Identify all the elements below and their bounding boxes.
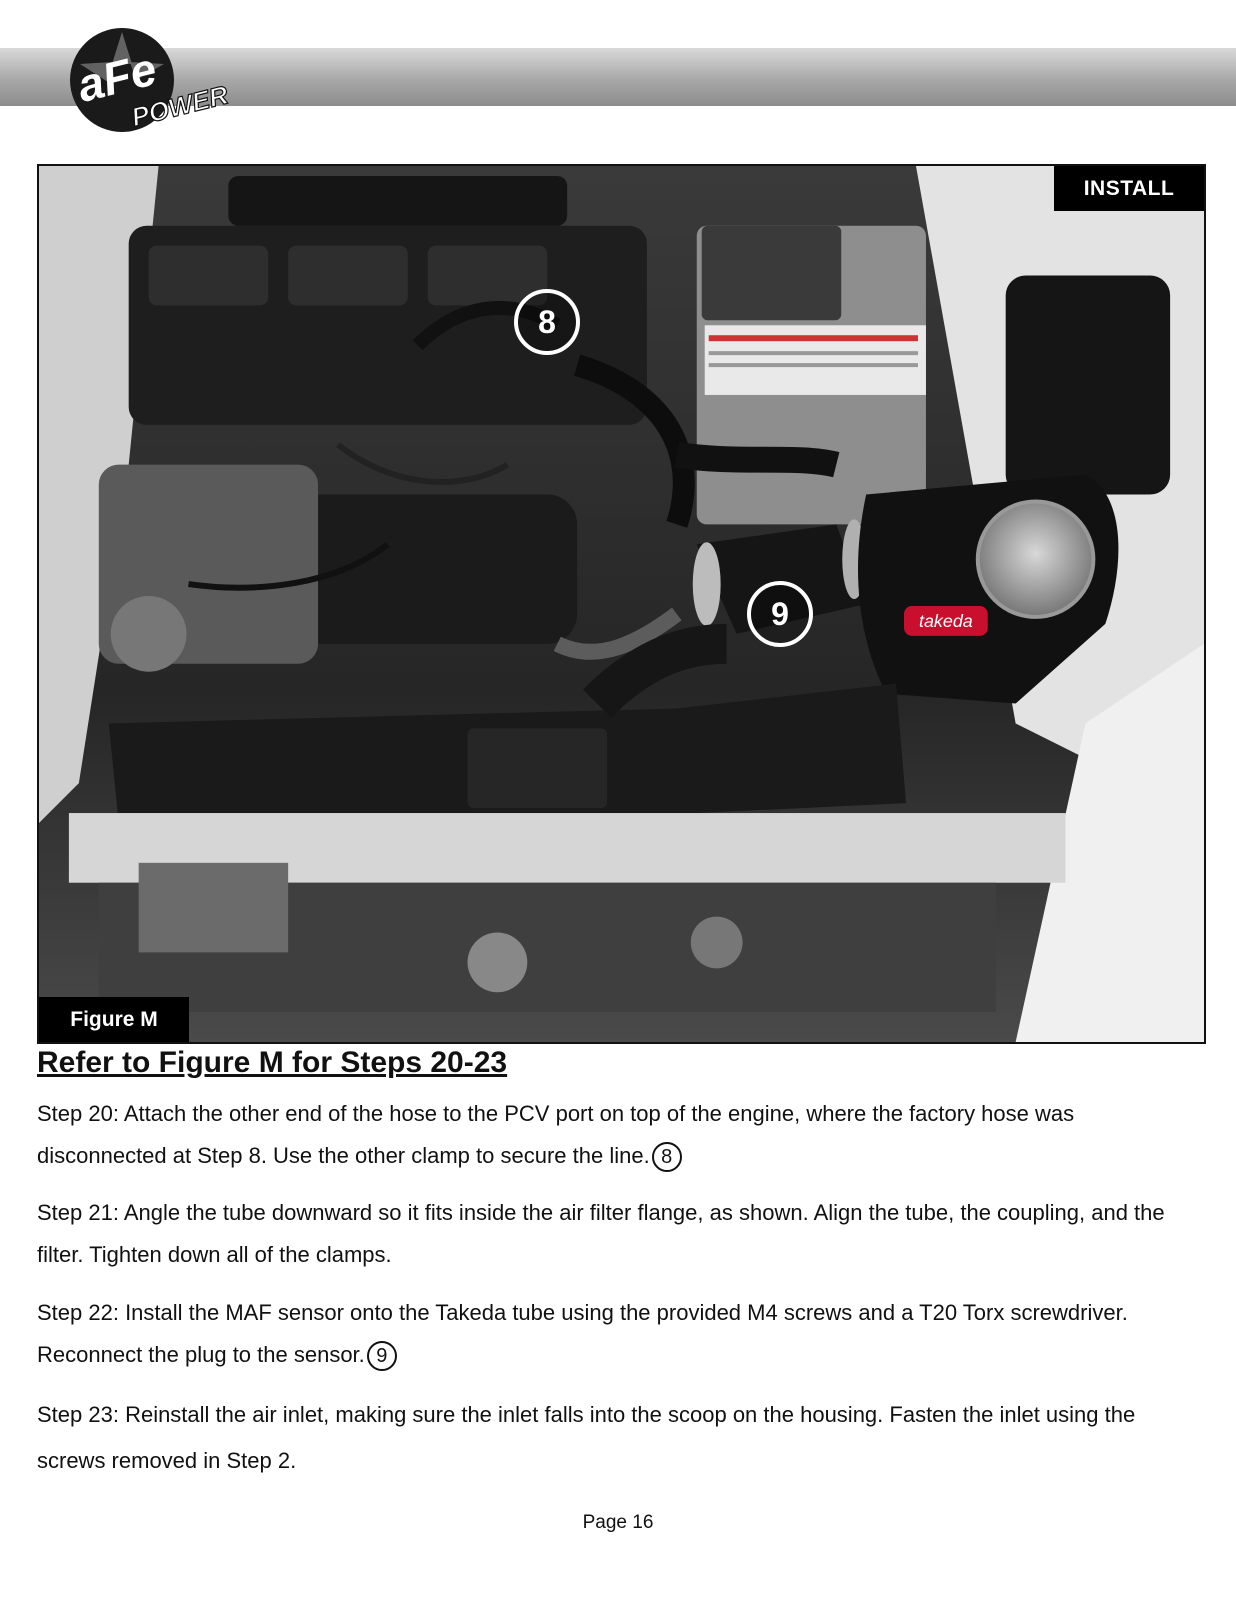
step-22-text: Step 22: Install the MAF sensor onto the Takeda tube using the provided M4 screws and a T20 Torx screwdriver. Reconnect the plug to the sensor. [37, 1300, 1128, 1367]
logo-text-main: aFe [72, 42, 162, 112]
install-badge: INSTALL [1054, 166, 1204, 211]
logo-text-sub: POWER [128, 79, 232, 133]
step-23-text: Step 23: Reinstall the air inlet, making sure the inlet falls into the scoop on the housing. Fasten the inlet using the screws removed in Step 2. [37, 1402, 1136, 1473]
step-23 [37, 1392, 1207, 1484]
figure-m [37, 164, 1206, 1044]
section-title: Refer to Figure M for Steps 20-23 [37, 1046, 508, 1079]
page-number: Page 16 [582, 1512, 654, 1533]
takeda-brand-label: takeda [918, 610, 973, 631]
figure-label-badge: Figure M [39, 997, 189, 1042]
step-22-ref-circle: 9 [367, 1341, 397, 1371]
callout-9: 9 [747, 581, 813, 647]
step-21 [37, 1192, 1207, 1276]
step-20 [37, 1093, 1207, 1177]
step-20-text: Step 20: Attach the other end of the hose to the PCV port on top of the engine, where the factory hose was disconnected at Step 8. Use the other clamp to secure the line. [37, 1101, 1075, 1168]
step-20-ref-circle: 8 [652, 1142, 682, 1172]
callout-8: 8 [514, 289, 580, 355]
step-22 [37, 1292, 1207, 1376]
afe-power-logo [66, 24, 244, 136]
step-21-text: Step 21: Angle the tube downward so it fits inside the air filter flange, as shown. Align the tube, the coupling, and the filter. Tighten down all of the clamps. [37, 1200, 1165, 1267]
engine-bay-photo [39, 166, 1204, 1042]
